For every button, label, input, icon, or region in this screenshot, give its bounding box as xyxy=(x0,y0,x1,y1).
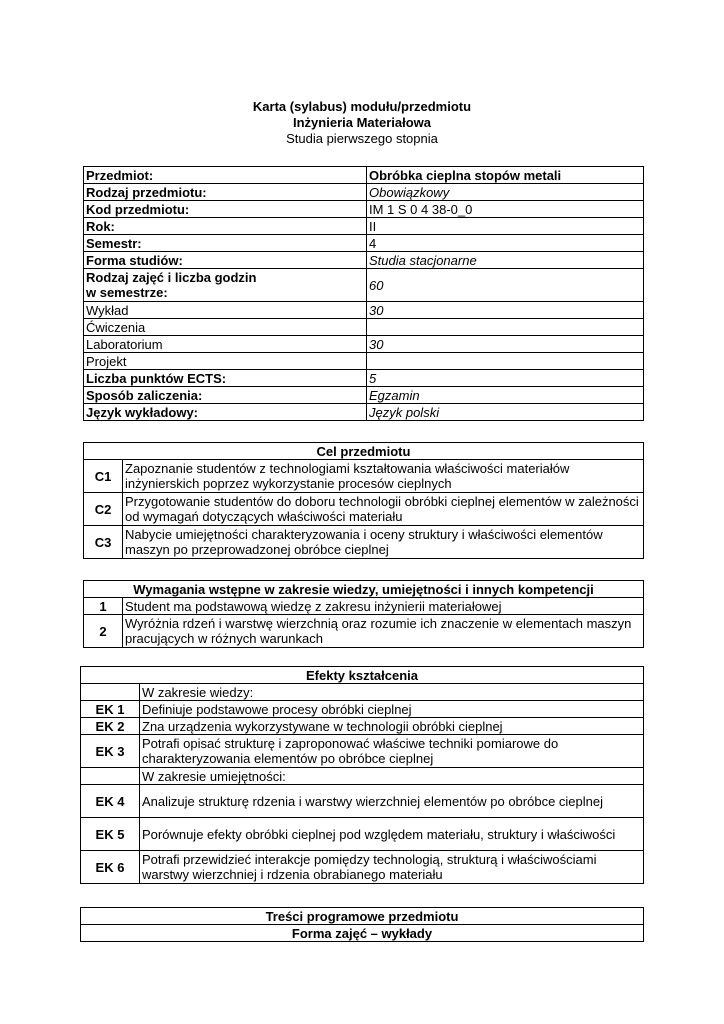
outcome-text: Potrafi przewidzieć interakcje pomiędzy technologią, strukturą i właściwościami warstwy wierzchniej i rdzenia obrabianego materiału xyxy=(140,851,644,884)
table-header-row xyxy=(81,667,644,684)
ects-label: Liczba punktów ECTS: xyxy=(84,370,367,387)
wyklad-value: 30 xyxy=(367,302,644,319)
empty-cell xyxy=(81,768,140,785)
table-row xyxy=(84,252,644,269)
prerequisites-table xyxy=(83,580,644,648)
jezyk-value: Język polski xyxy=(367,404,644,421)
table-row xyxy=(84,526,644,559)
outcome-id: EK 1 xyxy=(81,701,140,718)
table-row xyxy=(81,718,644,735)
table-row xyxy=(81,785,644,818)
rodzaj-label: Rodzaj przedmiotu: xyxy=(84,184,367,201)
table-row xyxy=(84,353,644,370)
doc-title: Karta (sylabus) modułu/przedmiotu xyxy=(252,99,472,114)
semestr-value: 4 xyxy=(367,235,644,252)
program-content-table xyxy=(80,907,644,942)
section-title: Wymagania wstępne w zakresie wiedzy, umiejętności i innych kompetencji xyxy=(84,581,644,598)
wyklad-label: Wykład xyxy=(84,302,367,319)
table-row xyxy=(84,302,644,319)
outcome-id: EK 3 xyxy=(81,735,140,768)
table-row xyxy=(84,370,644,387)
table-row xyxy=(84,269,644,302)
rodzaj-value: Obowiązkowy xyxy=(367,184,644,201)
table-row xyxy=(81,851,644,884)
goal-text: Zapoznanie studentów z technologiami kształtowania właściwości materiałów inżynierskich poprzez wykorzystanie procesów cieplnych xyxy=(123,460,644,493)
table-row xyxy=(81,925,644,942)
table-row xyxy=(84,460,644,493)
table-row xyxy=(84,201,644,218)
projekt-value xyxy=(367,353,644,370)
section-label-skills: W zakresie umiejętności: xyxy=(140,768,644,785)
outcome-id: EK 5 xyxy=(81,818,140,851)
goal-id: C3 xyxy=(84,526,123,559)
table-row xyxy=(81,818,644,851)
kod-label: Kod przedmiotu: xyxy=(84,201,367,218)
outcome-text: Potrafi opisać strukturę i zaproponować właściwe techniki pomiarowe do charakteryzowania elementów po obróbce cieplnej xyxy=(140,735,644,768)
table-row xyxy=(84,235,644,252)
cwiczenia-label: Ćwiczenia xyxy=(84,319,367,336)
zaliczenie-label: Sposób zaliczenia: xyxy=(84,387,367,404)
rok-value: II xyxy=(367,218,644,235)
table-row xyxy=(84,387,644,404)
document-header xyxy=(0,99,724,147)
learning-outcomes-table xyxy=(80,666,644,884)
forma-value: Studia stacjonarne xyxy=(367,252,644,269)
cwiczenia-value xyxy=(367,319,644,336)
ects-value: 5 xyxy=(367,370,644,387)
table-header-row xyxy=(84,443,644,460)
laboratorium-value: 30 xyxy=(367,336,644,353)
jezyk-label: Język wykładowy: xyxy=(84,404,367,421)
godziny-label-line1: Rodzaj zajęć i liczba godzin xyxy=(86,270,257,285)
table-header-row xyxy=(81,908,644,925)
section-subtitle: Forma zajęć – wykłady xyxy=(81,925,644,942)
course-goals-table xyxy=(83,442,644,559)
godziny-value: 60 xyxy=(367,269,644,302)
table-row xyxy=(84,336,644,353)
field-of-study: Inżynieria Materiałowa xyxy=(293,115,431,130)
outcome-text: Definiuje podstawowe procesy obróbki cieplnej xyxy=(140,701,644,718)
table-row xyxy=(84,404,644,421)
study-level: Studia pierwszego stopnia xyxy=(286,131,438,146)
przedmiot-label: Przedmiot: xyxy=(84,167,367,184)
rok-label: Rok: xyxy=(84,218,367,235)
semestr-label: Semestr: xyxy=(84,235,367,252)
section-title: Efekty kształcenia xyxy=(81,667,644,684)
table-row xyxy=(84,493,644,526)
zaliczenie-value: Egzamin xyxy=(367,387,644,404)
outcome-text: Porównuje efekty obróbki cieplnej pod względem materiału, struktury i właściwości xyxy=(140,818,644,851)
table-row xyxy=(81,701,644,718)
section-label-knowledge: W zakresie wiedzy: xyxy=(140,684,644,701)
przedmiot-value: Obróbka cieplna stopów metali xyxy=(367,167,644,184)
outcome-text: Analizuje strukturę rdzenia i warstwy wierzchniej elementów po obróbce cieplnej xyxy=(140,785,644,818)
forma-label: Forma studiów: xyxy=(84,252,367,269)
laboratorium-label: Laboratorium xyxy=(84,336,367,353)
kod-value: IM 1 S 0 4 38-0_0 xyxy=(367,201,644,218)
goal-text: Przygotowanie studentów do doboru technologii obróbki cieplnej elementów w zależności od wymagań dotyczących właściwości materiału xyxy=(123,493,644,526)
table-row xyxy=(84,598,644,615)
prerequisite-id: 2 xyxy=(84,615,123,648)
table-header-row xyxy=(84,581,644,598)
godziny-label xyxy=(84,269,367,302)
table-row xyxy=(84,615,644,648)
table-row xyxy=(84,218,644,235)
empty-cell xyxy=(81,684,140,701)
table-row xyxy=(81,735,644,768)
outcome-text: Zna urządzenia wykorzystywane w technologii obróbki cieplnej xyxy=(140,718,644,735)
table-row xyxy=(84,167,644,184)
godziny-label-line2: w semestrze: xyxy=(86,285,168,300)
outcome-id: EK 4 xyxy=(81,785,140,818)
prerequisite-text: Wyróżnia rdzeń i warstwę wierzchnią oraz rozumie ich znaczenie w elementach maszyn pracujących w różnych warunkach xyxy=(123,615,644,648)
course-info-table xyxy=(83,166,644,421)
outcome-id: EK 6 xyxy=(81,851,140,884)
table-row xyxy=(81,684,644,701)
prerequisite-text: Student ma podstawową wiedzę z zakresu inżynierii materiałowej xyxy=(123,598,644,615)
section-title: Cel przedmiotu xyxy=(84,443,644,460)
table-row xyxy=(81,768,644,785)
prerequisite-id: 1 xyxy=(84,598,123,615)
goal-text: Nabycie umiejętności charakteryzowania i oceny struktury i właściwości elementów maszyn po przeprowadzonej obróbce cieplnej xyxy=(123,526,644,559)
outcome-id: EK 2 xyxy=(81,718,140,735)
section-title: Treści programowe przedmiotu xyxy=(81,908,644,925)
goal-id: C1 xyxy=(84,460,123,493)
projekt-label: Projekt xyxy=(84,353,367,370)
goal-id: C2 xyxy=(84,493,123,526)
table-row xyxy=(84,319,644,336)
table-row xyxy=(84,184,644,201)
